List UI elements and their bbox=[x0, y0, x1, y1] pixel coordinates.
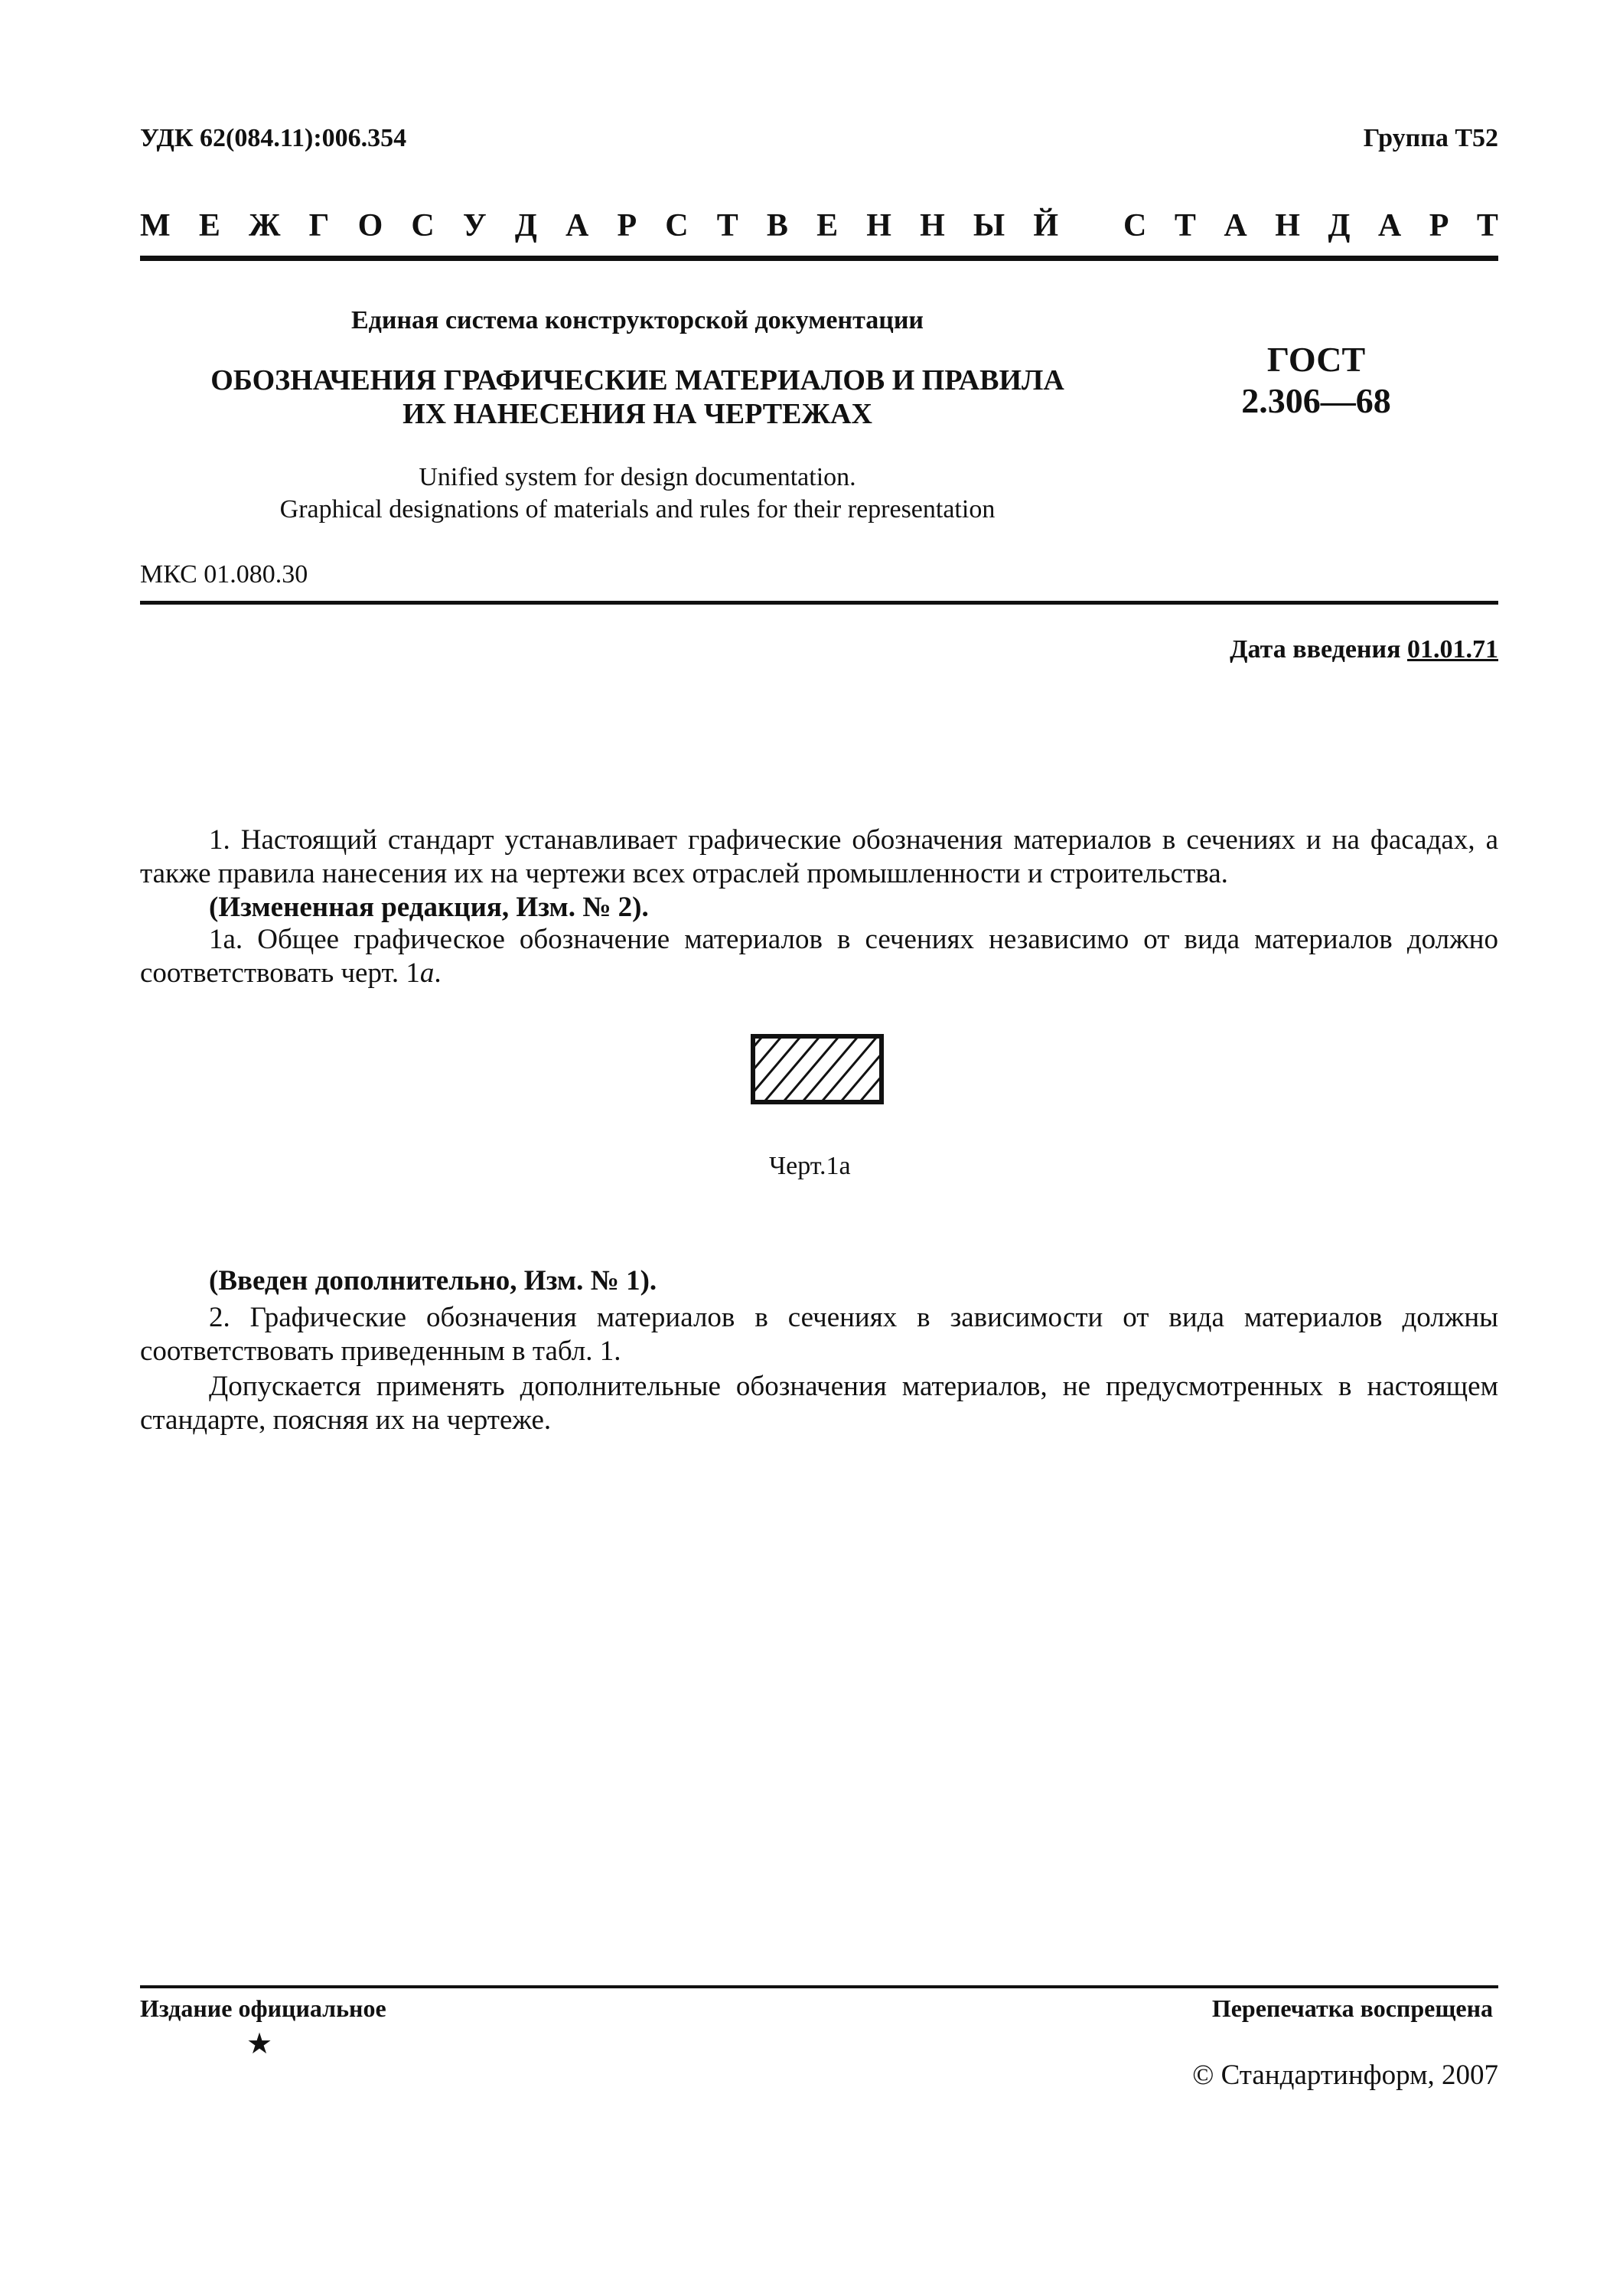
banner-letter: Й bbox=[1033, 208, 1058, 243]
paragraph-allowance bbox=[140, 1370, 1498, 1437]
banner-word-interstate bbox=[140, 207, 1058, 244]
english-title bbox=[140, 461, 1135, 526]
banner-letter: У bbox=[462, 208, 487, 243]
paragraph-2 bbox=[140, 1301, 1498, 1368]
banner-letter: О bbox=[357, 208, 383, 243]
title-line-1: ОБОЗНАЧЕНИЯ ГРАФИЧЕСКИЕ МАТЕРИАЛОВ И ПРАВИЛА bbox=[210, 364, 1064, 396]
system-title: Единая система конструкторской документации bbox=[351, 306, 924, 334]
intro-date-value: 01.01.71 bbox=[1407, 635, 1498, 664]
banner-letter: Н bbox=[866, 208, 891, 243]
banner-letter: Р bbox=[617, 208, 637, 243]
banner-letter: М bbox=[140, 208, 171, 243]
paragraph-1a-text: 1а. Общее графическое обозначение материалов в сечениях независимо от вида материалов должно соответствовать черт. 1 bbox=[140, 924, 1498, 989]
banner-letter: С bbox=[411, 208, 435, 243]
banner-letter: Г bbox=[308, 208, 330, 243]
gost-number: 2.306—68 bbox=[1241, 381, 1391, 420]
introduced-note-text: (Введен дополнительно, Изм. № 1). bbox=[209, 1265, 657, 1296]
banner-letter: Т bbox=[1476, 208, 1498, 243]
paragraph-1 bbox=[140, 823, 1498, 925]
banner-word-standard bbox=[1123, 207, 1498, 244]
hatch-figure-1a bbox=[750, 1033, 888, 1110]
banner-letter: Н bbox=[920, 208, 945, 243]
banner-letter: А bbox=[1377, 208, 1402, 243]
paragraph-1a bbox=[140, 923, 1498, 990]
introduced-note bbox=[140, 1264, 1498, 1298]
gost-designation bbox=[1194, 339, 1439, 422]
banner-letter: Е bbox=[816, 208, 839, 243]
banner-letter: А bbox=[565, 208, 589, 243]
paragraph-1-amendment: (Измененная редакция, Изм. № 2). bbox=[209, 892, 649, 923]
english-title-line-2: Graphical designations of materials and rules for their representation bbox=[279, 495, 996, 523]
header-rule bbox=[140, 256, 1498, 261]
document-title bbox=[140, 364, 1135, 431]
footer-rule bbox=[140, 1985, 1498, 1988]
banner-letter: В bbox=[766, 208, 788, 243]
banner-letter: Е bbox=[198, 208, 220, 243]
intro-date-label: Дата введения bbox=[1230, 635, 1401, 664]
star-icon: ★ bbox=[246, 2028, 273, 2060]
banner-letter: Н bbox=[1275, 208, 1300, 243]
banner-letter: Ж bbox=[248, 208, 281, 243]
banner-letter: Т bbox=[716, 208, 738, 243]
figure-caption: Черт.1а bbox=[769, 1152, 851, 1180]
banner-letter: Д bbox=[1328, 208, 1351, 243]
udk-code: УДК 62(084.11):006.354 bbox=[140, 124, 407, 152]
official-edition: Издание официальное bbox=[140, 1994, 386, 2022]
paragraph-1-text: 1. Настоящий стандарт устанавливает графические обозначения материалов в сечениях и на фасадах, а также правила нанесения их на чертежи всех отраслей промышленности и строительства. bbox=[140, 824, 1498, 889]
banner-letter: С bbox=[1123, 208, 1147, 243]
banner-letter: С bbox=[665, 208, 689, 243]
banner-letter: Т bbox=[1174, 208, 1196, 243]
introduction-date bbox=[1230, 635, 1498, 664]
reprint-prohibited: Перепечатка воспрещена bbox=[1211, 1994, 1493, 2022]
banner-letter: А bbox=[1224, 208, 1247, 243]
title-rule bbox=[140, 601, 1498, 605]
copyright: © Стандартинформ, 2007 bbox=[1192, 2060, 1498, 2091]
paragraph-allowance-text: Допускается применять дополнительные обозначения материалов, не предусмотренных в настоящем стандарте, поясняя их на чертеже. bbox=[140, 1371, 1498, 1436]
english-title-line-1: Unified system for design documentation. bbox=[419, 463, 856, 491]
banner-letter: Р bbox=[1429, 208, 1449, 243]
paragraph-2-text: 2. Графические обозначения материалов в сечениях в зависимости от вида материалов должны соответствовать приведенным в табл. 1. bbox=[140, 1302, 1498, 1367]
title-line-2: ИХ НАНЕСЕНИЯ НА ЧЕРТЕЖАХ bbox=[402, 398, 872, 430]
banner-letter: Д bbox=[514, 208, 537, 243]
gost-label: ГОСТ bbox=[1266, 340, 1366, 379]
standard-banner bbox=[140, 207, 1498, 245]
paragraph-1a-ref: а bbox=[419, 957, 435, 989]
group-code: Группа Т52 bbox=[1363, 124, 1498, 152]
banner-letter: Ы bbox=[973, 208, 1005, 243]
mks-code: МКС 01.080.30 bbox=[140, 560, 308, 589]
paragraph-1a-end: . bbox=[434, 957, 442, 989]
